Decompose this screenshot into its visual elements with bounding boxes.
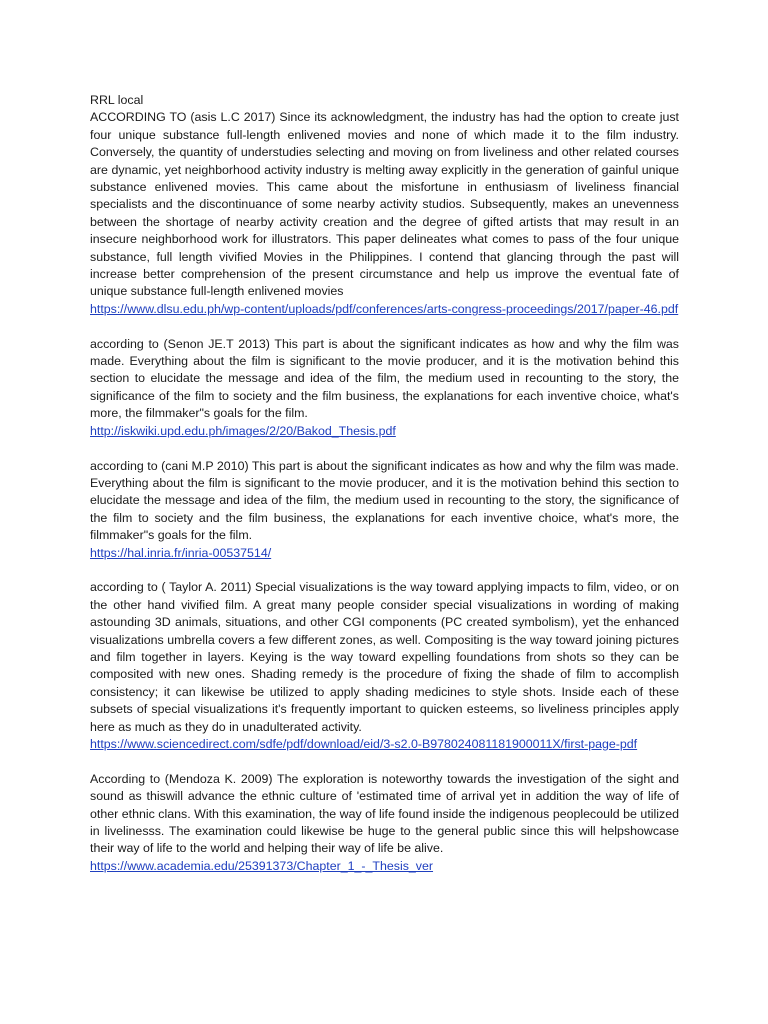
reference-text: according to ( Taylor A. 2011) Special visualizations is the way toward applying impacts to film, video, or on the other hand vivified film. A great many people consider special visualizations in wording of making astounding 3D animals, situations, and other CGI components (PC created symbolism), yet the enhanced visualizations umbrella covers a few different zones, as well. Compositing is the way toward joining pictures and film together in layers. Keying is the way toward expelling foundations from shots so they can be composited with new ones. Shading remedy is the procedure of fixing the shade of film to accomplish consistency; it can likewise be utilized to apply shading medicines to style shots. Inside each of these subsets of special visualizations it's frequently important to quicken esteems, so liveliness principles apply here as much as they do in unadulterated activity.: [90, 580, 679, 734]
reference-link[interactable]: http://iskwiki.upd.edu.ph/images/2/20/Bakod_Thesis.pdf: [90, 423, 396, 438]
document-page: [90, 92, 679, 893]
reference-link[interactable]: https://www.academia.edu/25391373/Chapter_1_-_Thesis_ver: [90, 858, 434, 873]
reference-text: According to (Mendoza K. 2009) The exploration is noteworthy towards the investigation of the sight and sound as thiswill advance the ethnic culture of 'estimated time of arrival yet in addition the way of life of other ethnic clans. With this examination, the way of life found inside the indigenous peoplecould be utilized in livelinesss. The examination could likewise be huge to the general public since this will helpshowcase their way of life to the world and helping their way of life be alive.: [90, 771, 679, 856]
reference-text: according to (cani M.P 2010) This part is about the significant indicates as how and why the film was made. Everything about the film is significant to the movie producer, and it is the motivation behind this section to elucidate the message and idea of the film, the medium used in recounting to the story, the significance of the film to society and the film business, the explanations for each inventive choice, what's more, the filmmaker"s goals for the film.: [90, 458, 679, 543]
reference-entry-2: [90, 336, 679, 440]
reference-link[interactable]: https://www.dlsu.edu.ph/wp-content/uploads/pdf/conferences/arts-congress-proceedings/2017/paper-46.pdf: [90, 301, 679, 316]
reference-entry-5: [90, 771, 679, 875]
reference-text: ACCORDING TO (asis L.C 2017) Since its acknowledgment, the industry has had the option to create just four unique substance full-length enlivened movies and none of which made it to the film industry. Conversely, the quantity of understudies selecting and moving on from liveliness and other related courses are dynamic, yet neighborhood activity industry is melting away explicitly in the generation of gainful unique substance enlivened movies. This came about the misfortune in enthusiasm of liveliness financial specialists and the discontinuance of some nearby activity studios. Subsequently, makes an unevenness between the shortage of nearby activity creation and the degree of gifted artists that may result in an insecure neighborhood work for illustrators. This paper delineates what comes to pass of the four unique substance, full length vivified Movies in the Philippines. I contend that glancing through the past will increase better comprehension of the present circumstance and help us improve the eventual fate of unique substance full-length enlivened movies: [90, 110, 679, 299]
reference-text: according to (Senon JE.T 2013) This part is about the significant indicates as how and why the film was made. Everything about the film is significant to the movie producer, and it is the motivation behind this section to elucidate the message and idea of the film, the medium used in recounting to the story, the significance of the film to society and the film business, the explanations for each inventive choice, what's more, the filmmaker"s goals for the film.: [90, 336, 679, 421]
section-heading: RRL local: [90, 93, 144, 107]
reference-entry-4: [90, 579, 679, 753]
reference-link[interactable]: https://www.sciencedirect.com/sdfe/pdf/download/eid/3-s2.0-B978024081181900011X/first-page-pdf: [90, 736, 638, 751]
reference-entry-3: [90, 458, 679, 562]
reference-entry-1: [90, 109, 679, 318]
reference-link[interactable]: https://hal.inria.fr/inria-00537514/: [90, 545, 272, 560]
